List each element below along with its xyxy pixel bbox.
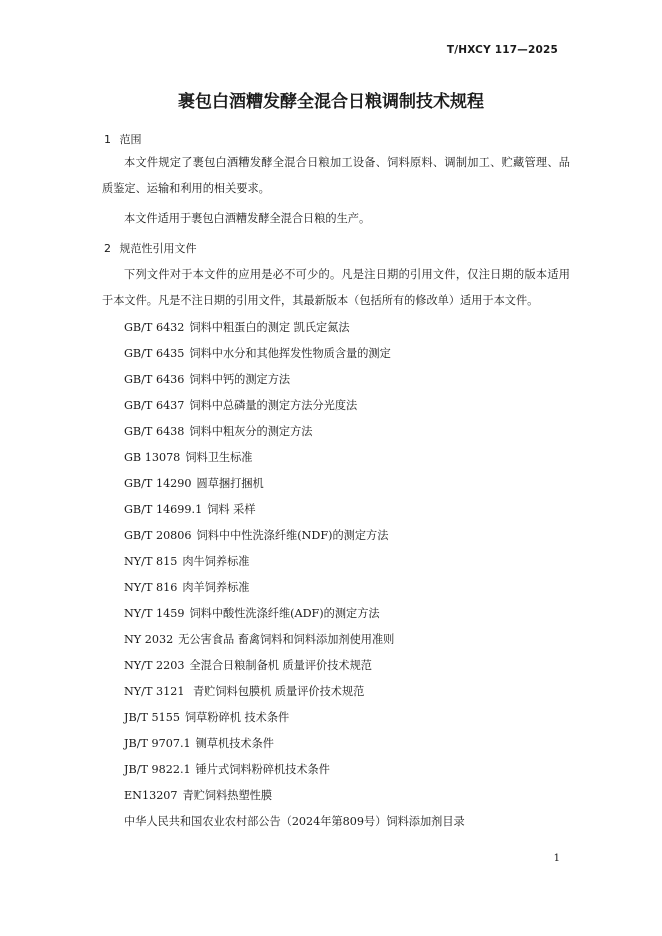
reference-code: JB/T 9707.1 (124, 737, 191, 750)
section-number: 2 (104, 242, 111, 255)
reference-code: JB/T 5155 (124, 711, 180, 724)
reference-item (124, 579, 465, 605)
reference-title: 饲料中总磷量的测定方法分光度法 (189, 399, 358, 412)
reference-code: GB/T 14699.1 (124, 503, 203, 516)
section-heading-scope (104, 131, 142, 147)
reference-title: 中华人民共和国农业农村部公告（2024年第809号）饲料添加剂目录 (124, 815, 465, 828)
reference-item (124, 657, 465, 683)
reference-title: 饲料中钙的测定方法 (189, 373, 291, 386)
document-code: T/HXCY 117—2025 (446, 44, 558, 56)
reference-item (124, 423, 465, 449)
reference-title: 无公害食品 畜禽饲料和饲料添加剂使用准则 (178, 633, 395, 646)
reference-item (124, 605, 465, 631)
reference-title: 饲料卫生标准 (185, 451, 253, 464)
reference-item (124, 449, 465, 475)
paragraph: 本文件适用于裹包白酒糟发酵全混合日粮的生产。 (124, 212, 371, 225)
reference-title: 圆草捆打捆机 (196, 477, 264, 490)
reference-code: NY 2032 (124, 633, 174, 646)
reference-title: 饲料中水分和其他挥发性物质含量的测定 (189, 347, 391, 360)
reference-item (124, 475, 465, 501)
reference-item (124, 761, 465, 787)
section-heading-normative-references (104, 240, 197, 256)
section-title: 范围 (119, 133, 142, 146)
reference-title: 青贮饲料热塑性膜 (182, 789, 273, 802)
reference-code: GB/T 6435 (124, 347, 185, 360)
page-title: 裹包白酒糟发酵全混合日粮调制技术规程 (178, 92, 484, 112)
reference-code: GB/T 6437 (124, 399, 185, 412)
reference-item (124, 345, 465, 371)
reference-title: 饲草粉碎机 技术条件 (184, 711, 290, 724)
reference-code: JB/T 9822.1 (124, 763, 191, 776)
reference-code: GB/T 14290 (124, 477, 192, 490)
reference-code: GB/T 6438 (124, 425, 185, 438)
reference-title: 全混合日粮制备机 质量评价技术规范 (189, 659, 372, 672)
reference-title: 饲料中粗灰分的测定方法 (189, 425, 313, 438)
reference-item (124, 553, 465, 579)
reference-code: NY/T 816 (124, 581, 178, 594)
reference-title: 青贮饲料包膜机 质量评价技术规范 (189, 685, 365, 698)
reference-code: GB/T 6436 (124, 373, 185, 386)
reference-code: NY/T 815 (124, 555, 178, 568)
reference-item (124, 683, 465, 709)
reference-title: 肉牛饲养标准 (182, 555, 250, 568)
reference-title: 肉羊饲养标准 (182, 581, 250, 594)
section-number: 1 (104, 133, 111, 146)
reference-item (124, 735, 465, 761)
reference-item (124, 371, 465, 397)
reference-item (124, 397, 465, 423)
reference-code: NY/T 1459 (124, 607, 185, 620)
reference-code: GB/T 6432 (124, 321, 185, 334)
reference-code: NY/T 3121 (124, 685, 185, 698)
reference-title: 饲料 采样 (207, 503, 256, 516)
reference-title: 饲料中粗蛋白的测定 凯氏定氮法 (189, 321, 350, 334)
reference-item (124, 631, 465, 657)
reference-item (124, 527, 465, 553)
reference-item (124, 501, 465, 527)
reference-item (124, 319, 465, 345)
reference-item (124, 813, 465, 839)
paragraph: 本文件规定了裹包白酒糟发酵全混合日粮加工设备、饲料原料、调制加工、贮藏管理、品质鉴定、运输和利用的相关要求。 (102, 156, 570, 195)
reference-item (124, 787, 465, 813)
reference-list (124, 319, 465, 839)
reference-title: 饲料中酸性洗涤纤维(ADF)的测定方法 (189, 607, 380, 620)
paragraph: 下列文件对于本文件的应用是必不可少的。凡是注日期的引用文件，仅注日期的版本适用于本文件。凡是不注日期的引用文件，其最新版本（包括所有的修改单）适用于本文件。 (102, 268, 570, 307)
reference-title: 锤片式饲料粉碎机技术条件 (195, 763, 330, 776)
reference-code: NY/T 2203 (124, 659, 185, 672)
section-title: 规范性引用文件 (119, 242, 197, 255)
reference-code: GB 13078 (124, 451, 181, 464)
reference-code: EN13207 (124, 789, 178, 802)
reference-item (124, 709, 465, 735)
reference-code: GB/T 20806 (124, 529, 192, 542)
page-number: 1 (553, 853, 560, 864)
reference-title: 铡草机技术条件 (195, 737, 274, 750)
reference-title: 饲料中中性洗涤纤维(NDF)的测定方法 (196, 529, 389, 542)
